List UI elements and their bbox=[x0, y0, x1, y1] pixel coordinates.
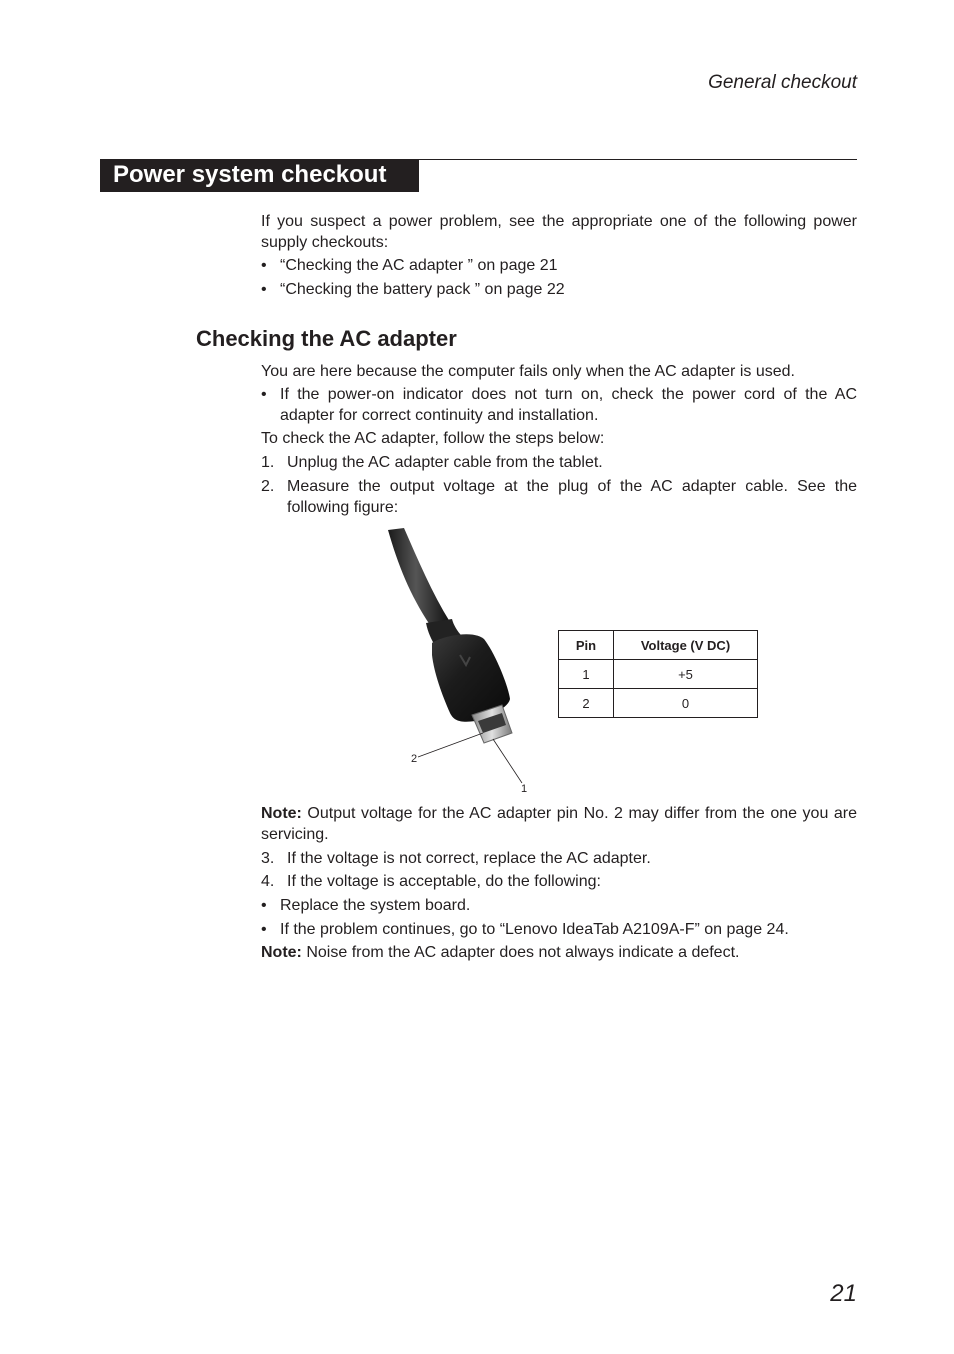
bullet-mark: • bbox=[261, 257, 267, 274]
adapter-bullet-text: If the power-on indicator does not turn on, check the power cord of the AC adapter for correct continuity and installation. bbox=[280, 386, 857, 424]
page-number: 21 bbox=[830, 1280, 857, 1307]
step-item bbox=[261, 848, 857, 869]
intro-bullet-text: “Checking the AC adapter ” on page 21 bbox=[280, 257, 558, 274]
adapter-paragraph: You are here because the computer fails only when the AC adapter is used. bbox=[261, 363, 795, 380]
step-item bbox=[261, 476, 857, 518]
callout-2-label: 2 bbox=[411, 753, 418, 765]
running-header: General checkout bbox=[708, 72, 857, 93]
pin-voltage-table bbox=[558, 630, 758, 718]
table-header-row bbox=[559, 631, 758, 660]
adapter-bullet bbox=[261, 384, 857, 426]
intro-bullet bbox=[261, 255, 857, 276]
action-bullet bbox=[261, 919, 857, 940]
steps-intro: To check the AC adapter, follow the steps below: bbox=[261, 430, 605, 447]
callout-1-label: 1 bbox=[521, 783, 528, 795]
table-cell: +5 bbox=[614, 660, 758, 689]
table-cell: 1 bbox=[559, 660, 614, 689]
intro-bullet-text: “Checking the battery pack ” on page 22 bbox=[280, 281, 565, 298]
note-2 bbox=[261, 942, 857, 963]
step-number: 2. bbox=[261, 478, 275, 495]
note-text: Output voltage for the AC adapter pin No. 2 may differ from the one you are servicing. bbox=[261, 805, 857, 843]
note-text: Noise from the AC adapter does not always indicate a defect. bbox=[301, 944, 740, 961]
cable bbox=[388, 528, 450, 625]
bullet-mark: • bbox=[261, 386, 267, 403]
step-number: 3. bbox=[261, 850, 275, 867]
note-label: Note: bbox=[261, 805, 302, 822]
step-item bbox=[261, 452, 857, 473]
bullet-mark: • bbox=[261, 897, 267, 914]
table-row bbox=[559, 660, 758, 689]
step-text: If the voltage is acceptable, do the following: bbox=[287, 873, 601, 890]
note-label: Note: bbox=[261, 944, 302, 961]
step-text: If the voltage is not correct, replace the AC adapter. bbox=[287, 850, 651, 867]
intro-bullet bbox=[261, 279, 857, 300]
table-cell: 2 bbox=[559, 689, 614, 718]
action-bullet-text: Replace the system board. bbox=[280, 897, 471, 914]
table-header: Voltage (V DC) bbox=[614, 631, 758, 660]
step-number: 1. bbox=[261, 454, 275, 471]
callout-line-1 bbox=[493, 739, 522, 783]
step-item bbox=[261, 871, 857, 892]
table-header: Pin bbox=[559, 631, 614, 660]
bullet-mark: • bbox=[261, 281, 267, 298]
table-row bbox=[559, 689, 758, 718]
step-number: 4. bbox=[261, 873, 275, 890]
callout-line-2 bbox=[418, 733, 483, 757]
step-text: Measure the output voltage at the plug of the AC adapter cable. See the following figure: bbox=[287, 478, 857, 516]
table-cell: 0 bbox=[614, 689, 758, 718]
subsection-title: Checking the AC adapter bbox=[196, 326, 457, 351]
ac-adapter-plug-figure bbox=[380, 525, 550, 800]
note-1 bbox=[261, 803, 857, 845]
intro-paragraph: If you suspect a power problem, see the appropriate one of the following power supply checkouts: bbox=[261, 213, 857, 251]
bullet-mark: • bbox=[261, 921, 267, 938]
section-title: Power system checkout bbox=[100, 160, 419, 192]
action-bullet bbox=[261, 895, 857, 916]
step-text: Unplug the AC adapter cable from the tablet. bbox=[287, 454, 603, 471]
action-bullet-text: If the problem continues, go to “Lenovo IdeaTab A2109A-F” on page 24. bbox=[280, 921, 789, 938]
